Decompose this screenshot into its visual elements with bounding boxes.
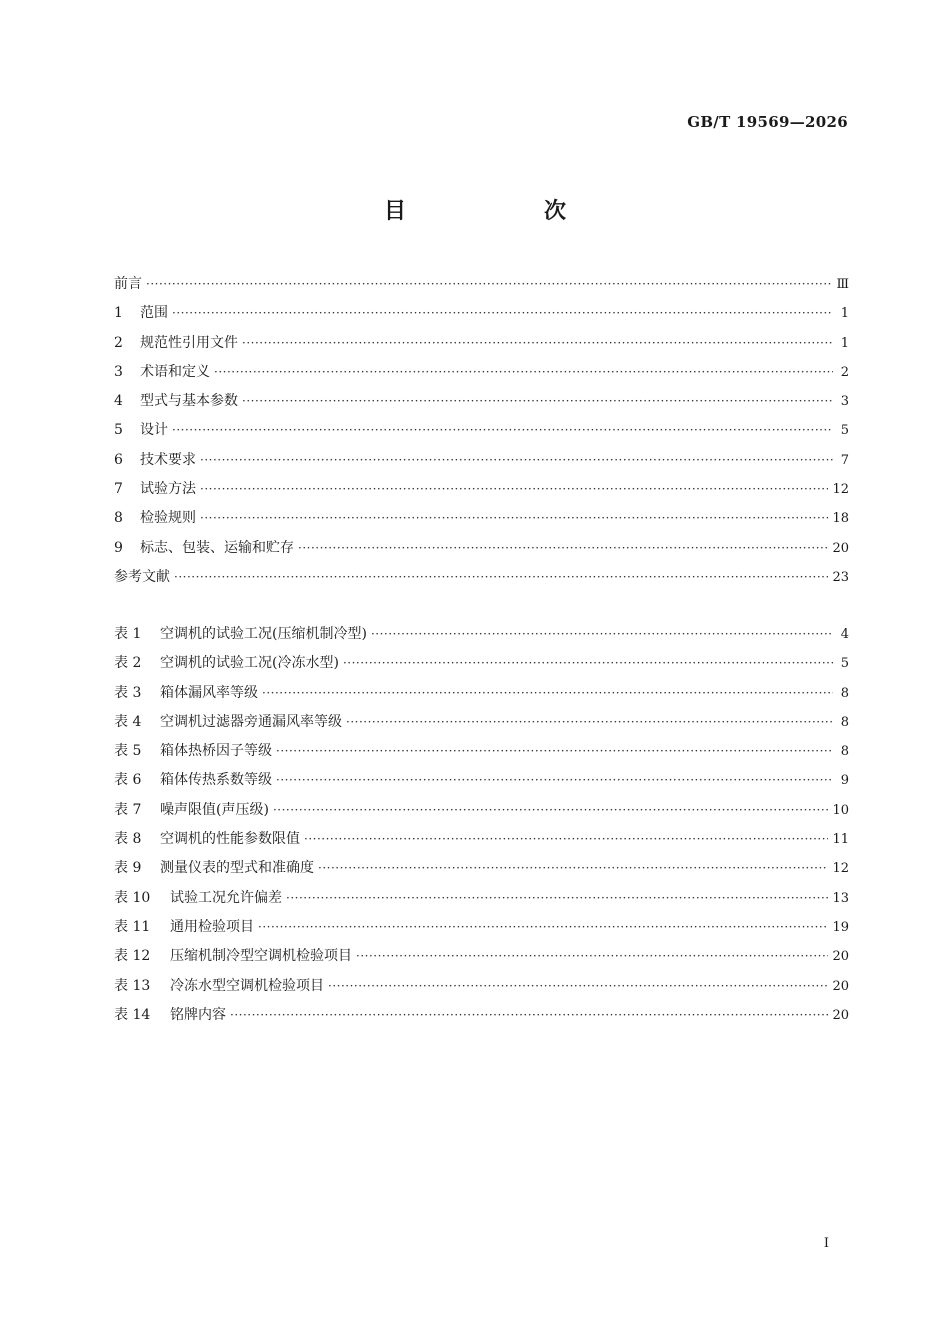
toc-table-entry-12[interactable] bbox=[114, 945, 849, 974]
toc-entry-number: 1 bbox=[114, 305, 123, 322]
toc-entry-number: 表 7 bbox=[114, 801, 142, 818]
toc-entry-number: 表 10 bbox=[114, 889, 151, 906]
dot-leader bbox=[346, 711, 833, 733]
toc-entry-page: 11 bbox=[832, 832, 849, 848]
toc-entry-9[interactable] bbox=[114, 537, 849, 566]
toc-entry-6[interactable] bbox=[114, 449, 849, 478]
toc-entry-page: 10 bbox=[832, 802, 849, 818]
dot-leader bbox=[286, 887, 828, 909]
toc-entry-label: 检验规则 bbox=[140, 510, 196, 527]
dot-leader bbox=[242, 332, 833, 354]
toc-entry-number: 表 6 bbox=[114, 772, 142, 789]
toc-entry-page: 1 bbox=[840, 306, 849, 322]
toc-entry-page: 18 bbox=[832, 511, 849, 527]
toc-entry-page: 9 bbox=[840, 773, 849, 789]
toc-entry-8[interactable] bbox=[114, 507, 849, 536]
dot-leader bbox=[356, 945, 828, 967]
dot-leader bbox=[172, 419, 833, 441]
toc-entry-label: 技术要求 bbox=[140, 451, 196, 468]
toc-entry-page: 12 bbox=[832, 861, 849, 877]
toc-entry-number: 5 bbox=[114, 422, 123, 439]
toc-entry-label: 测量仪表的型式和准确度 bbox=[160, 860, 314, 877]
toc-entry-2[interactable] bbox=[114, 332, 849, 361]
toc-entry-label: 空调机过滤器旁通漏风率等级 bbox=[160, 713, 342, 730]
toc-entry-label: 试验方法 bbox=[140, 481, 196, 498]
toc-entry-label: 箱体热桥因子等级 bbox=[160, 743, 272, 760]
toc-entry-page: 4 bbox=[840, 627, 849, 642]
toc-entry-5[interactable] bbox=[114, 419, 849, 448]
footer-page-number: I bbox=[823, 1236, 829, 1251]
dot-leader bbox=[298, 537, 828, 559]
toc-table-entry-13[interactable] bbox=[114, 975, 849, 1004]
toc-entry-number: 表 9 bbox=[114, 860, 142, 877]
dot-leader bbox=[200, 507, 828, 529]
dot-leader bbox=[174, 566, 828, 588]
dot-leader bbox=[214, 361, 833, 383]
toc-entry-number: 3 bbox=[114, 363, 123, 380]
toc-entry-page: 23 bbox=[832, 569, 849, 585]
toc-entry-label: 压缩机制冷型空调机检验项目 bbox=[170, 948, 352, 965]
toc-entry-label: 空调机的试验工况(压缩机制冷型) bbox=[160, 626, 367, 642]
toc-entry-page: 8 bbox=[840, 744, 849, 760]
toc-entry-label: 术语和定义 bbox=[140, 363, 210, 380]
dot-leader bbox=[146, 273, 832, 295]
dot-leader bbox=[242, 390, 833, 412]
toc-entry-page: 20 bbox=[832, 1007, 849, 1023]
toc-entry-label: 范围 bbox=[140, 305, 168, 322]
toc-entry-number: 表 11 bbox=[114, 918, 151, 935]
toc-entry-3[interactable] bbox=[114, 361, 849, 390]
toc-entry-page: 20 bbox=[832, 540, 849, 556]
toc-main-list bbox=[114, 273, 849, 595]
toc-table-entry-8[interactable] bbox=[114, 828, 849, 857]
toc-entry-page: Ⅲ bbox=[836, 277, 849, 292]
toc-entry-number: 表 13 bbox=[114, 977, 151, 994]
toc-entry-page: 8 bbox=[840, 714, 849, 730]
dot-leader bbox=[200, 478, 828, 500]
standard-code: GB/T 19569—2026 bbox=[687, 113, 848, 131]
toc-entry-number: 表 12 bbox=[114, 948, 151, 965]
dot-leader bbox=[318, 857, 828, 879]
toc-table-entry-14[interactable] bbox=[114, 1004, 849, 1033]
toc-entry-number: 表 1 bbox=[114, 626, 142, 642]
toc-table-entry-3[interactable] bbox=[114, 682, 849, 711]
toc-table-entry-1[interactable] bbox=[114, 623, 849, 652]
toc-entry-label: 规范性引用文件 bbox=[140, 334, 238, 351]
toc-entry-number: 表 3 bbox=[114, 684, 142, 701]
dot-leader bbox=[328, 975, 828, 997]
page-title: 目 次 bbox=[383, 199, 624, 224]
toc-entry-number: 表 8 bbox=[114, 831, 142, 848]
dot-leader bbox=[276, 769, 833, 791]
toc-entry-number: 9 bbox=[114, 539, 123, 556]
dot-leader bbox=[172, 302, 833, 324]
toc-entry-page: 12 bbox=[832, 482, 849, 498]
toc-table-entry-10[interactable] bbox=[114, 887, 849, 916]
toc-entry-number: 4 bbox=[114, 393, 123, 410]
toc-entry-number: 表 4 bbox=[114, 713, 142, 730]
toc-entry-label: 试验工况允许偏差 bbox=[170, 889, 282, 906]
toc-entry-7[interactable] bbox=[114, 478, 849, 507]
toc-entry-label: 空调机的性能参数限值 bbox=[160, 831, 300, 848]
toc-entry-label: 通用检验项目 bbox=[170, 918, 254, 935]
dot-leader bbox=[200, 449, 833, 471]
toc-entry-page: 5 bbox=[840, 423, 849, 439]
dot-leader bbox=[343, 652, 833, 674]
toc-entry-page: 3 bbox=[840, 394, 849, 410]
toc-entry-number: 表 14 bbox=[114, 1006, 151, 1023]
toc-entry-label: 箱体漏风率等级 bbox=[160, 684, 258, 701]
toc-entry-page: 19 bbox=[832, 919, 849, 935]
toc-entry-label: 型式与基本参数 bbox=[140, 393, 238, 410]
toc-entry-label: 设计 bbox=[140, 422, 168, 439]
toc-entry-foreword[interactable] bbox=[114, 273, 849, 302]
toc-entry-page: 1 bbox=[840, 335, 849, 351]
dot-leader bbox=[276, 740, 833, 762]
toc-entry-label: 标志、包装、运输和贮存 bbox=[140, 539, 294, 556]
dot-leader bbox=[304, 828, 828, 850]
toc-entry-number: 表 5 bbox=[114, 743, 142, 760]
toc-entry-number: 2 bbox=[114, 334, 123, 351]
toc-table-entry-6[interactable] bbox=[114, 769, 849, 798]
toc-entry-label: 空调机的试验工况(冷冻水型) bbox=[160, 655, 339, 672]
toc-table-entry-4[interactable] bbox=[114, 711, 849, 740]
dot-leader bbox=[230, 1004, 828, 1026]
toc-entry-label: 箱体传热系数等级 bbox=[160, 772, 272, 789]
toc-entry-label: 噪声限值(声压级) bbox=[160, 801, 269, 818]
toc-table-entry-7[interactable] bbox=[114, 799, 849, 828]
toc-tables-list bbox=[114, 623, 849, 1033]
dot-leader bbox=[262, 682, 833, 704]
dot-leader bbox=[273, 799, 829, 821]
toc-entry-number: 8 bbox=[114, 510, 123, 527]
toc-table-entry-11[interactable] bbox=[114, 916, 849, 945]
toc-entry-label: 铭牌内容 bbox=[170, 1006, 226, 1023]
toc-entry-number: 6 bbox=[114, 451, 123, 468]
toc-entry-4[interactable] bbox=[114, 390, 849, 419]
toc-entry-label: 冷冻水型空调机检验项目 bbox=[170, 977, 324, 994]
toc-entry-label: 前言 bbox=[114, 276, 142, 292]
toc-entry-page: 8 bbox=[840, 685, 849, 701]
toc-entry-page: 13 bbox=[832, 890, 849, 906]
toc-entry-references[interactable] bbox=[114, 566, 849, 595]
toc-entry-page: 5 bbox=[840, 656, 849, 672]
dot-leader bbox=[258, 916, 828, 938]
toc-table-entry-9[interactable] bbox=[114, 857, 849, 886]
toc-entry-label: 参考文献 bbox=[114, 568, 170, 585]
toc-table-entry-5[interactable] bbox=[114, 740, 849, 769]
toc-entry-page: 20 bbox=[832, 978, 849, 994]
toc-entry-number: 7 bbox=[114, 481, 123, 498]
toc-table-entry-2[interactable] bbox=[114, 652, 849, 681]
toc-entry-page: 20 bbox=[832, 949, 849, 965]
toc-entry-number: 表 2 bbox=[114, 655, 142, 672]
toc-entry-1[interactable] bbox=[114, 302, 849, 331]
toc-entry-page: 7 bbox=[840, 452, 849, 468]
dot-leader bbox=[371, 623, 833, 645]
toc-entry-page: 2 bbox=[840, 364, 849, 380]
